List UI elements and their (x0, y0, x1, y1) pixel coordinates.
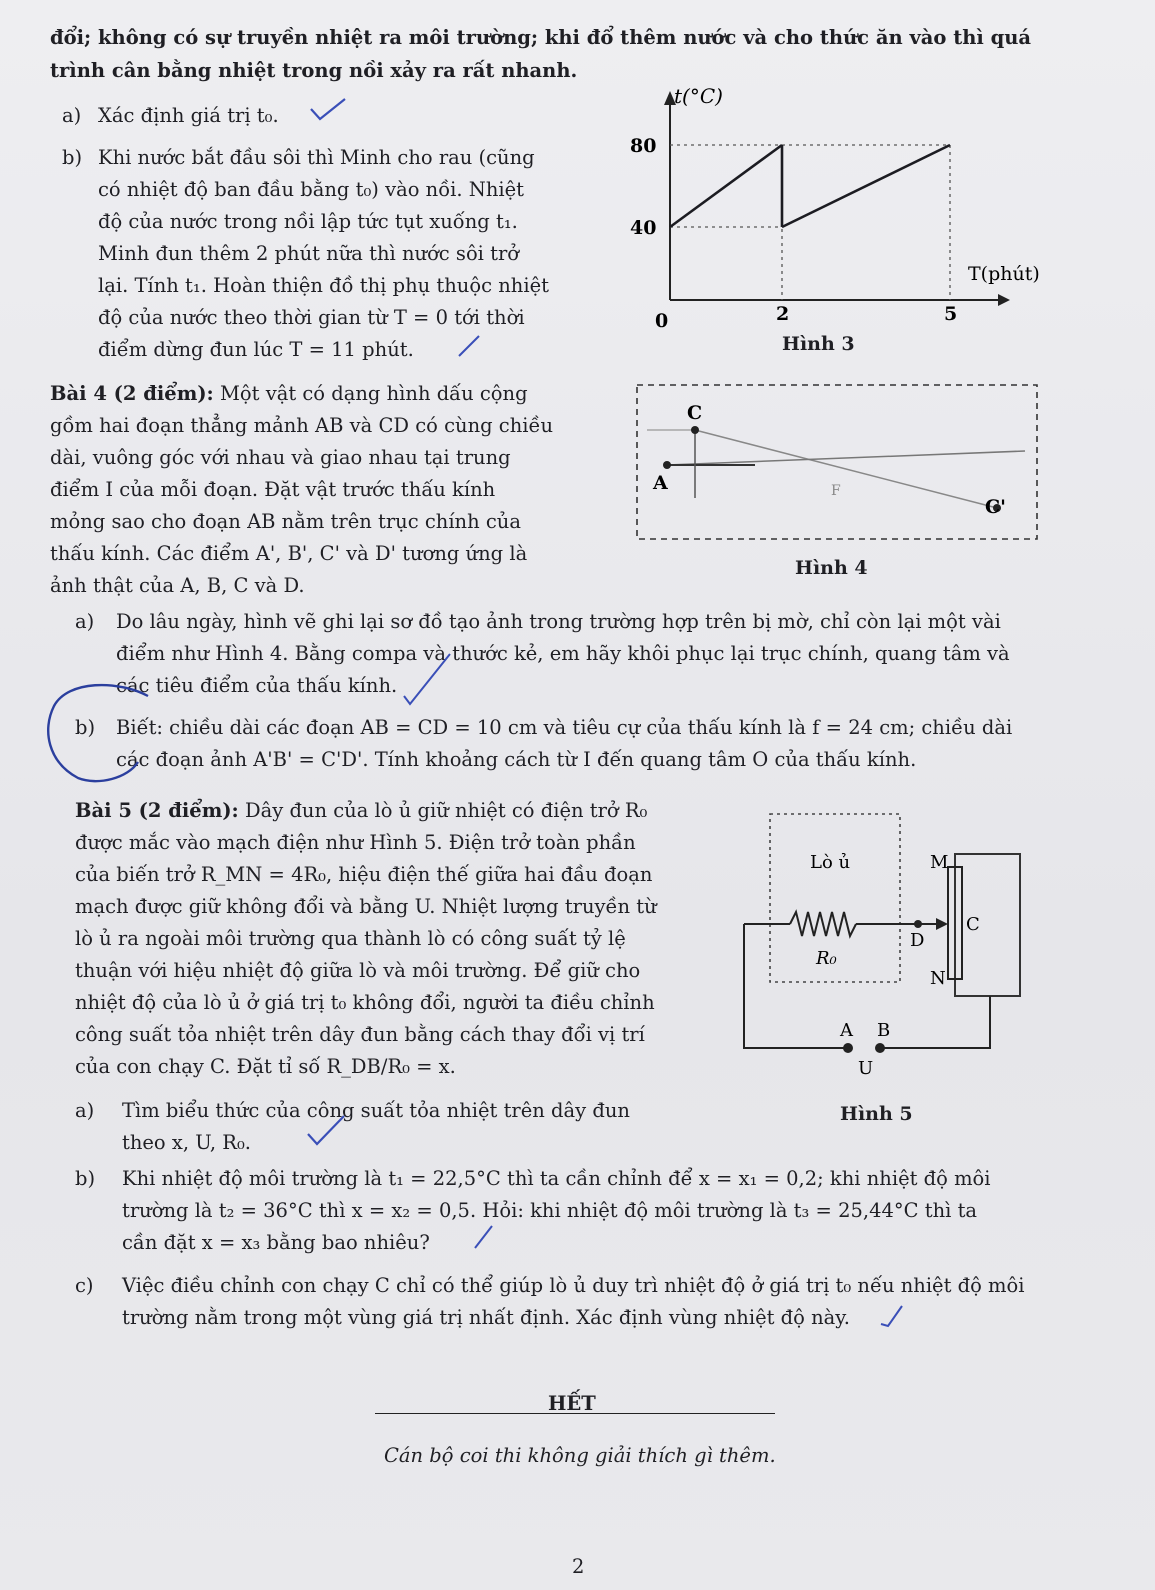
wire-left (744, 924, 844, 1048)
page-number: 2 (572, 1555, 585, 1578)
terminal-b (875, 1043, 885, 1053)
bai5-b-line-2: trường là t₂ = 36°C thì x = x₂ = 0,5. Hỏi: khi nhiệt độ môi trường là t₃ = 25,44°C thì ta (122, 1199, 978, 1222)
check-mark-icon (878, 1300, 906, 1330)
bai4-line-2: gồm hai đoạn thẳng mảnh AB và CD có cùng chiều (50, 414, 554, 437)
bai4-line-1 (50, 378, 528, 410)
label-m: M (930, 852, 949, 873)
bai4-b-line-2: các đoạn ảnh A'B' = C'D'. Tính khoảng cách từ I đến quang tâm O của thấu kính. (116, 748, 917, 771)
label-b: B (877, 1020, 891, 1041)
bai5-title: Bài 5 (2 điểm): (75, 799, 239, 822)
bai5-line-1 (75, 795, 647, 827)
terminal-a (843, 1043, 853, 1053)
point-a-dot (663, 461, 671, 469)
bai3-b-label: b) (62, 146, 83, 169)
bai5-c-label: c) (75, 1274, 94, 1297)
end-marker: HẾT (548, 1392, 596, 1415)
bai5-line-8: công suất tỏa nhiệt trên dây đun bằng cách thay đổi vị trí (75, 1023, 645, 1046)
y-tick-80: 80 (630, 135, 657, 157)
bai5-b-line-3: cần đặt x = x₃ bằng bao nhiêu? (122, 1231, 430, 1254)
bai5-a-line-2: theo x, U, R₀. (122, 1131, 252, 1154)
label-a: A (840, 1020, 853, 1041)
node-d (914, 920, 922, 928)
bai5-b-line-1: Khi nhiệt độ môi trường là t₁ = 22,5°C thì ta cần chỉnh để x = x₁ = 0,2; khi nhiệt độ môi (122, 1167, 991, 1190)
bai4-line-7: ảnh thật của A, B, C và D. (50, 574, 305, 597)
hinh3-chart (620, 75, 1050, 365)
x-axis-label: T(phút) (968, 263, 1040, 285)
hinh3-caption: Hình 3 (782, 333, 855, 355)
bai5-line-6: thuận với hiệu nhiệt độ giữa lò và môi trường. Để giữ cho (75, 959, 641, 982)
hinh4-figure (635, 383, 1040, 543)
ray-a (667, 451, 1025, 465)
label-n: N (930, 968, 946, 989)
bai4-a-line-1: Do lâu ngày, hình vẽ ghi lại sơ đồ tạo ảnh trong trường hợp trên bị mờ, chỉ còn lại một vài (116, 610, 1001, 633)
y-axis-label: t(°C) (674, 84, 723, 108)
bai5-line-2: được mắc vào mạch điện như Hình 5. Điện trở toàn phần (75, 831, 636, 854)
bai4-line-3: dài, vuông góc với nhau và giao nhau tại trung (50, 446, 511, 469)
label-d: D (910, 930, 925, 951)
series-heating-1 (670, 145, 782, 227)
bai5-intro: Dây đun của lò ủ giữ nhiệt có điện trở R₀ (238, 799, 648, 822)
x-tick-0: 0 (655, 310, 669, 332)
chart-series (670, 145, 950, 227)
bai5-line-5: lò ủ ra ngoài môi trường qua thành lò có công suất tỷ lệ (75, 927, 626, 950)
bai3-b-line-4: Minh đun thêm 2 phút nữa thì nước sôi trở (98, 242, 520, 265)
y-tick-40: 40 (630, 217, 657, 239)
ray-c (695, 430, 997, 508)
bai4-a-label: a) (75, 610, 95, 633)
end-divider (375, 1413, 775, 1414)
bai4-intro: Một vật có dạng hình dấu cộng (213, 382, 528, 405)
bai3-b-line-7: điểm dừng đun lúc T = 11 phút. (98, 338, 414, 361)
bai3-b-line-2: có nhiệt độ ban đầu bằng t₀) vào nồi. Nhiệt (98, 178, 525, 201)
bai4-a-line-2: điểm như Hình 4. Bằng compa và thước kẻ, em hãy khôi phục lại trục chính, quang tâm và (116, 642, 1010, 665)
label-f: F (831, 483, 841, 499)
bai5-c-line-1: Việc điều chỉnh con chạy C chỉ có thể giúp lò ủ duy trì nhiệt độ ở giá trị t₀ nếu nhiệt độ môi (122, 1274, 1025, 1297)
label-c-prime: C' (985, 496, 1006, 518)
footer-note: Cán bộ coi thi không giải thích gì thêm. (384, 1444, 776, 1467)
check-mark-icon (472, 1222, 496, 1252)
chart-guides (670, 145, 950, 300)
label-c: C (687, 402, 703, 424)
bai4-line-4: điểm I của mỗi đoạn. Đặt vật trước thấu kính (50, 478, 496, 501)
bai3-b-line-5: lại. Tính t₁. Hoàn thiện đồ thị phụ thuộc nhiệt (98, 274, 549, 297)
label-lo-u: Lò ủ (810, 852, 851, 873)
bai5-b-label: b) (75, 1167, 96, 1190)
label-c: C (966, 914, 980, 935)
x-tick-5: 5 (944, 303, 958, 325)
resistor-r0 (790, 912, 856, 936)
rheostat-frame (955, 854, 1020, 996)
bai5-line-3: của biến trở R_MN = 4R₀, hiệu điện thế giữa hai đầu đoạn (75, 863, 653, 886)
check-mark-icon (455, 332, 485, 362)
bai5-line-9: của con chạy C. Đặt tỉ số R_DB/R₀ = x. (75, 1055, 456, 1078)
bai4-title: Bài 4 (2 điểm): (50, 382, 214, 405)
hinh4-caption: Hình 4 (795, 557, 868, 579)
point-c-dot (691, 426, 699, 434)
bai4-line-6: thấu kính. Các điểm A', B', C' và D' tương ứng là (50, 542, 528, 565)
bai3-a-text: Xác định giá trị t₀. (98, 104, 279, 127)
bai3-b-line-1: Khi nước bắt đầu sôi thì Minh cho rau (cũng (98, 146, 535, 169)
circled-mark-icon (38, 678, 168, 788)
bai4-b-line-1: Biết: chiều dài các đoạn AB = CD = 10 cm và tiêu cự của thấu kính là f = 24 cm; chiều dài (116, 716, 1013, 739)
x-axis-arrow-icon (998, 294, 1010, 306)
check-mark-icon (308, 95, 348, 125)
bai4-line-5: mỏng sao cho đoạn AB nằm trên trục chính của (50, 510, 521, 533)
hinh5-caption: Hình 5 (840, 1103, 913, 1125)
hinh5-circuit (740, 812, 1045, 1102)
label-r0: R₀ (816, 948, 837, 969)
bai3-b-line-3: độ của nước trong nồi lập tức tụt xuống t₁. (98, 210, 518, 233)
wire-right (884, 996, 990, 1048)
label-u: U (858, 1058, 874, 1079)
bai5-line-4: mạch được giữ không đổi và bằng U. Nhiệt lượng truyền từ (75, 895, 657, 918)
bai4-a-line-3: các tiêu điểm của thấu kính. (116, 674, 398, 697)
bai3-a-label: a) (62, 104, 82, 127)
bai3-b-line-6: độ của nước theo thời gian từ T = 0 tới thời (98, 306, 525, 329)
x-tick-2: 2 (776, 303, 790, 325)
check-mark-icon (305, 1112, 347, 1148)
check-mark-icon (400, 650, 460, 710)
bai5-a-label: a) (75, 1099, 95, 1122)
bai4-b-label: b) (75, 716, 96, 739)
chart-labels (630, 84, 1040, 332)
bai5-a-line-1: Tìm biểu thức của công suất tỏa nhiệt trên dây đun (122, 1099, 630, 1122)
label-a: A (653, 472, 668, 494)
intro-line-2: trình cân bằng nhiệt trong nồi xảy ra rất nhanh. (50, 59, 578, 82)
intro-line-1: đổi; không có sự truyền nhiệt ra môi trường; khi đổ thêm nước và cho thức ăn vào thì quá (50, 26, 1032, 49)
chart-axes (664, 91, 1010, 306)
slider-arrow-icon (936, 918, 948, 930)
series-heating-2 (782, 145, 950, 227)
bai5-c-line-2: trường nằm trong một vùng giá trị nhất định. Xác định vùng nhiệt độ này. (122, 1306, 850, 1329)
bai5-line-7: nhiệt độ của lò ủ ở giá trị t₀ không đổi, người ta điều chỉnh (75, 991, 655, 1014)
